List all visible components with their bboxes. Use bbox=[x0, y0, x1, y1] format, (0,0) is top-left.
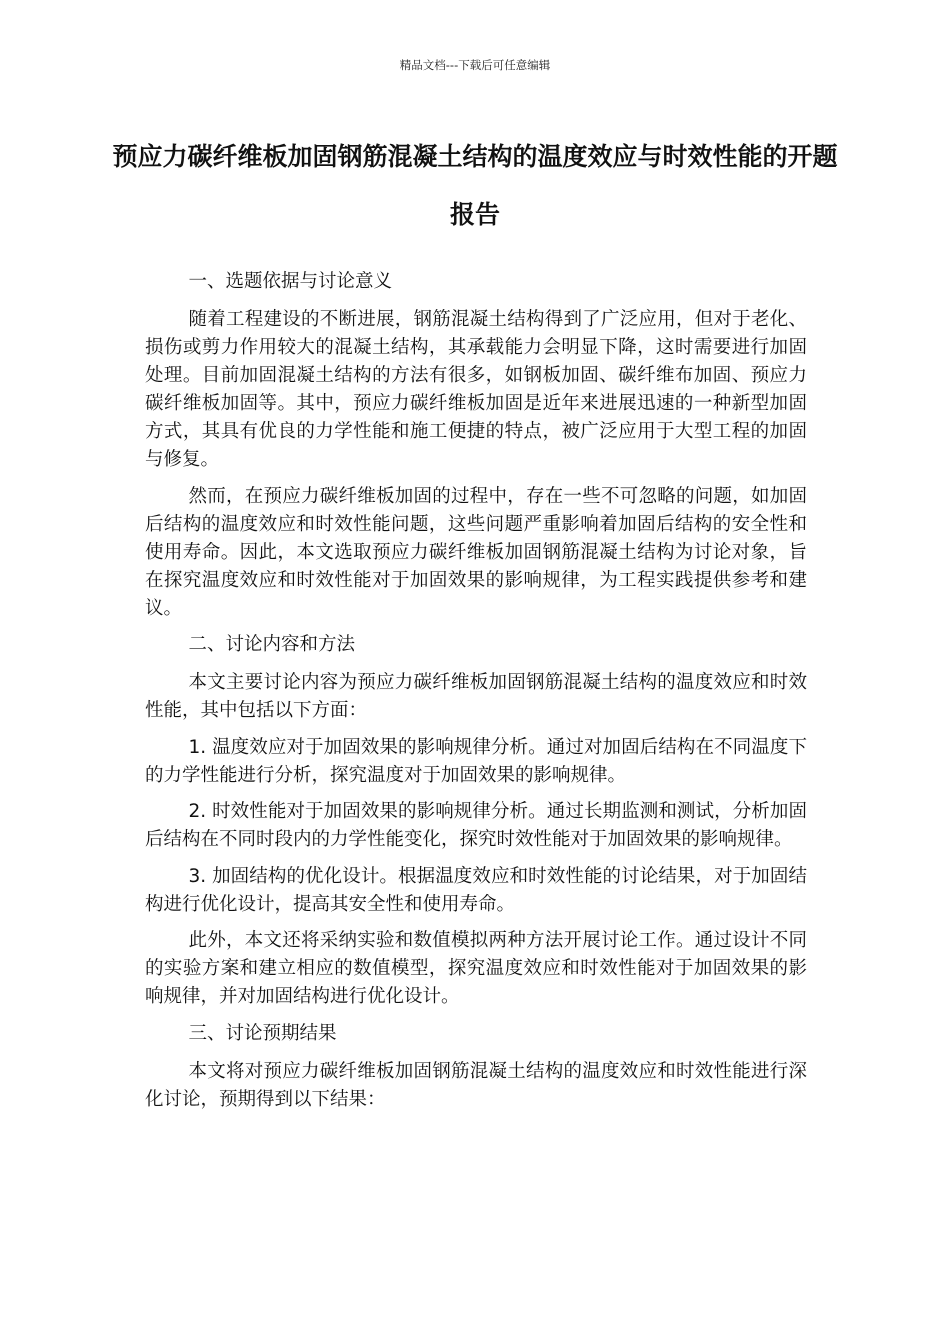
body-paragraph: 本文主要讨论内容为预应力碳纤维板加固钢筋混凝土结构的温度效应和时效性能，其中包括以下方面： bbox=[145, 672, 807, 721]
list-item-3: 3. 加固结构的优化设计。根据温度效应和时效性能的讨论结果，对于加固结构进行优化设计，提高其安全性和使用寿命。 bbox=[145, 865, 807, 915]
body-paragraph: 随着工程建设的不断进展，钢筋混凝土结构得到了广泛应用，但对于老化、损伤或剪力作用较大的混凝土结构，其承载能力会明显下降，这时需要进行加固处理。目前加固混凝土结构的方法有很多，如钢板加固、碳纤维布加固、预应力碳纤维板加固等。其中，预应力碳纤维板加固是近年来进展迅速的一种新型加固方式，其具有优良的力学性能和施工便捷的特点，被广泛应用于大型工程的加固与修复。 bbox=[145, 309, 807, 470]
body-paragraph: 此外，本文还将采纳实验和数值模拟两种方法开展讨论工作。通过设计不同的实验方案和建立相应的数值模型，探究温度效应和时效性能对于加固效果的影响规律，并对加固结构进行优化设计。 bbox=[145, 930, 807, 1007]
document-body bbox=[145, 268, 807, 1122]
body-paragraph: 本文将对预应力碳纤维板加固钢筋混凝土结构的温度效应和时效性能进行深化讨论，预期得到以下结果： bbox=[145, 1060, 807, 1110]
section-heading-1: 一、选题依据与讨论意义 bbox=[188, 271, 392, 292]
page-header: 精品文档---下载后可任意编辑 bbox=[399, 58, 551, 72]
list-item-2: 2. 时效性能对于加固效果的影响规律分析。通过长期监测和测试，分析加固后结构在不同时段内的力学性能变化，探究时效性能对于加固效果的影响规律。 bbox=[145, 801, 807, 850]
section-heading-2: 二、讨论内容和方法 bbox=[188, 634, 355, 655]
body-paragraph: 然而，在预应力碳纤维板加固的过程中，存在一些不可忽略的问题，如加固后结构的温度效应和时效性能问题，这些问题严重影响着加固后结构的安全性和使用寿命。因此，本文选取预应力碳纤维板加固钢筋混凝土结构为讨论对象，旨在探究温度效应和时效性能对于加固效果的影响规律，为工程实践提供参考和建议。 bbox=[145, 485, 807, 619]
section-heading-3: 三、讨论预期结果 bbox=[188, 1022, 337, 1044]
list-item-1: 1. 温度效应对于加固效果的影响规律分析。通过对加固后结构在不同温度下的力学性能进行分析，探究温度对于加固效果的影响规律。 bbox=[145, 736, 807, 786]
document-title: 预应力碳纤维板加固钢筋混凝土结构的温度效应与时效性能的开题报告 bbox=[112, 142, 838, 229]
